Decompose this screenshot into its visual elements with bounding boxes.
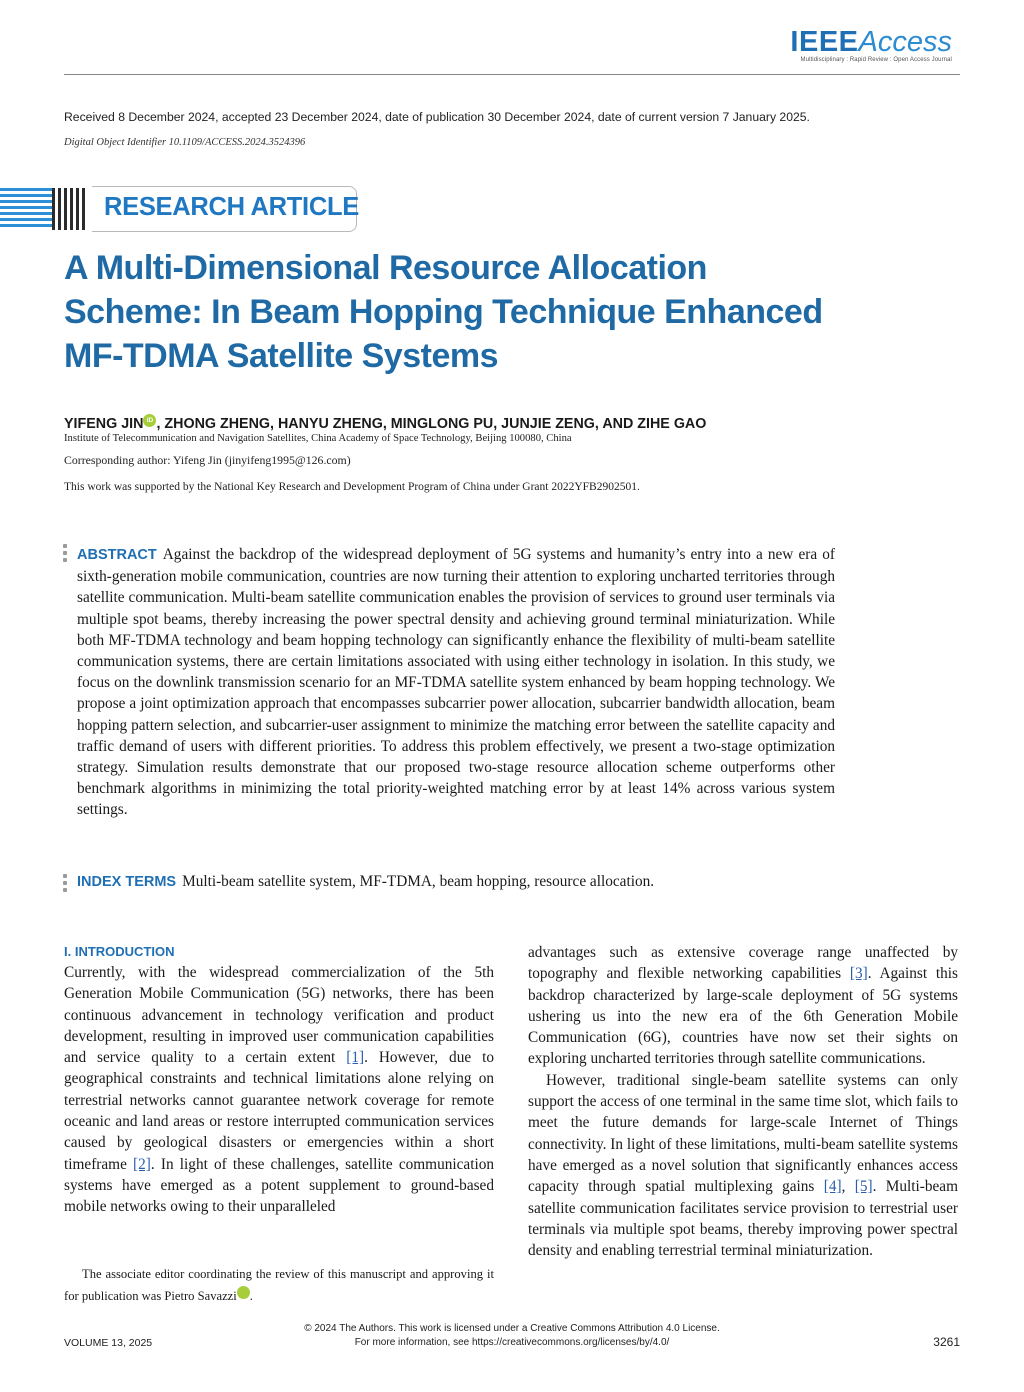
footnote-text: The associate editor coordinating the review of this manuscript and approving it for publication was Pietro Savazzi <box>64 1267 494 1303</box>
volume-label: VOLUME 13, 2025 <box>64 1337 153 1349</box>
index-terms-label: INDEX TERMS <box>77 874 177 890</box>
index-terms <box>77 873 837 891</box>
logo-access: Access <box>858 26 952 58</box>
paragraph-text: . Against this backdrop characterized by large-scale deployment of 5G systems ushering us into the new era of the 6th Generation Mobile Communication (6G), countries have now set their sights on exploring uncharted territories through satellite communications. <box>528 965 958 1068</box>
first-author: YIFENG JIN <box>64 416 144 432</box>
footnote-end: . <box>249 1289 253 1303</box>
citation-link[interactable]: [3] <box>849 965 868 983</box>
paragraph-text: . Multi-beam satellite communication facilitates service provision to terrestrial user terminals via multiple spot beams, thereby improving power spectral density and enabling terrestrial terminal miniaturization. <box>528 1178 958 1260</box>
paragraph-text: . In light of these challenges, satellite communication systems have emerged as a potent supplement to ground-based mobile networks owing to their unparalleled <box>64 1155 494 1216</box>
logo-ieee: IEEE <box>790 26 859 58</box>
editor-footnote <box>64 1263 494 1307</box>
citation-link[interactable]: [4] <box>823 1178 842 1196</box>
paragraph-text: However, traditional single-beam satellite systems can only support the access of one terminal in the same time slot, which fails to meet the future demands for large-scale Internet of Things connectivity. In light of these limitations, multi-beam satellite systems have emerged as a novel solution that significantly enhances access capacity through spatial multiplexing gains <box>528 1071 958 1196</box>
logo-tagline: Multidisciplinary : Rapid Review : Open Access Journal <box>800 57 952 63</box>
abstract-label: ABSTRACT <box>77 547 157 563</box>
journal-logo <box>790 26 952 63</box>
abstract-text: Against the backdrop of the widespread deployment of 5G systems and humanity’s entry into a new era of sixth-generation mobile communication, countries are now turning their attention to exploring uncharted territories through satellite communication. Multi-beam satellite communication enables the provision of services to ground user terminals via multiple spot beams, thereby increasing the power spectral density and achieving ground terminal miniaturization. While both MF-TDMA technology and beam hopping technology can significantly enhance the flexibility of multi-beam satellite communication systems, there are certain limitations associated with using either technology in isolation. In this study, we focus on the downlink transmission scenario for an MF-TDMA satellite system enhanced by beam hopping technology. We propose a joint optimization approach that encompasses subcarrier power allocation, subcarrier bandwidth allocation, beam hopping pattern selection, and subcarrier-user assignment to minimize the matching error between the satellite capacity and traffic demand of users with different priorities. To address this problem effectively, we present a two-stage optimization strategy. Simulation results demonstrate that our proposed two-stage resource allocation scheme outperforms other benchmark algorithms in minimizing the total priority-weighted matching error by at least 14% across various system settings. <box>77 546 835 819</box>
copyright-line: © 2024 The Authors. This work is licensed under a Creative Commons Attribution 4.0 License. <box>304 1323 720 1334</box>
orcid-icon[interactable]: iD <box>237 1286 250 1299</box>
paper-title <box>64 246 864 378</box>
right-column <box>528 942 958 1261</box>
left-column <box>64 962 494 1218</box>
other-authors: , ZHONG ZHENG, HANYU ZHENG, MINGLONG PU, JUNJIE ZENG, AND ZIHE GAO <box>156 416 707 432</box>
title-line: MF-TDMA Satellite Systems <box>64 337 498 375</box>
paragraph-text: Currently, with the widespread commercialization of the 5th Generation Mobile Communication (5G) networks, there has been continuous advancement in technology verification and product development, resulting in improved user communication capabilities and service quality to a certain extent <box>64 964 494 1067</box>
abstract <box>77 544 835 821</box>
license-info-link[interactable]: For more information, see https://creativecommons.org/licenses/by/4.0/ <box>354 1337 670 1348</box>
citation-link[interactable]: [1] <box>346 1049 365 1067</box>
title-line: A Multi-Dimensional Resource Allocation <box>64 249 707 287</box>
section-heading: I. INTRODUCTION <box>64 944 175 959</box>
banner-label: RESEARCH ARTICLE <box>104 193 359 221</box>
funding-note: This work was supported by the National Key Research and Development Program of China under Grant 2022YFB2902501. <box>64 481 640 493</box>
corresponding-author: Corresponding author: Yifeng Jin (jinyifeng1995@126.com) <box>64 453 351 467</box>
paragraph <box>528 1070 958 1262</box>
paragraph-text: . However, due to geographical constraints and technical limitations alone relying on terrestrial networks cannot guarantee network coverage for remote oceanic and land areas or restore interrupted communication services caused by geological disasters or emergencies within a short timeframe <box>64 1049 494 1173</box>
citation-link[interactable]: [5] <box>854 1178 873 1196</box>
received-dates: Received 8 December 2024, accepted 23 December 2024, date of publication 30 December 2024, date of current version 7 January 2025. <box>64 110 810 124</box>
paragraph <box>64 962 494 1218</box>
orcid-icon[interactable]: iD <box>143 414 156 427</box>
banner-stripes-graphic <box>0 186 52 232</box>
paragraph-text: advantages such as extensive coverage range unaffected by topography and flexible networking capabilities <box>528 944 958 983</box>
footer-license <box>0 1322 1024 1350</box>
index-terms-dots-icon <box>63 874 69 895</box>
header-rule <box>64 74 960 75</box>
title-line: Scheme: In Beam Hopping Technique Enhanced <box>64 293 823 331</box>
banner-bars-graphic <box>52 188 92 230</box>
paragraph <box>528 942 958 1070</box>
affiliation: Institute of Telecommunication and Navigation Satellites, China Academy of Space Technology, Beijing 100080, China <box>64 433 572 444</box>
index-terms-text: Multi-beam satellite system, MF-TDMA, beam hopping, resource allocation. <box>182 873 655 890</box>
citation-separator: , <box>841 1178 855 1196</box>
research-article-banner <box>0 186 360 232</box>
page-number: 3261 <box>933 1335 960 1349</box>
doi: Digital Object Identifier 10.1109/ACCESS.2024.3524396 <box>64 137 306 148</box>
abstract-dots-icon <box>63 544 69 565</box>
citation-link[interactable]: [2] <box>133 1155 151 1173</box>
author-list <box>64 414 706 432</box>
